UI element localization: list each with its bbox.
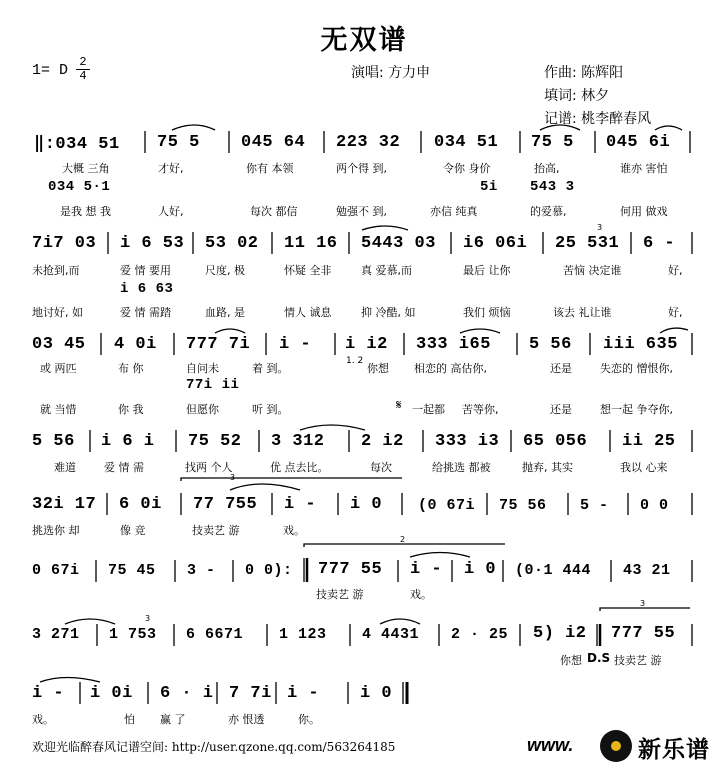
- volta-2-label: 2: [400, 535, 406, 544]
- notes: 045 6i: [606, 133, 671, 152]
- notes: 5) i2: [533, 624, 587, 643]
- notes: 65 056: [523, 432, 588, 451]
- lyrics-alt: 抑 冷酷, 如: [361, 306, 416, 319]
- notes: i i2: [345, 335, 388, 354]
- notes: 75 5: [531, 133, 574, 152]
- composer-credit: 作曲: 陈辉阳: [544, 65, 624, 81]
- lyrics: 你想: [560, 654, 582, 667]
- song-title: 无双谱: [320, 25, 408, 56]
- notes: i 6 53: [120, 234, 185, 253]
- notes: 045 64: [241, 133, 306, 152]
- notes: 223 32: [336, 133, 401, 152]
- lyrics: 你有 本领: [246, 162, 294, 175]
- notes: 3 312: [271, 432, 325, 451]
- lyrics: 两个得 到,: [336, 162, 387, 175]
- notes: 777 55: [318, 560, 383, 579]
- notes: i6 06i: [463, 234, 528, 253]
- triplet-label: 3: [230, 473, 236, 482]
- notes: 4 0i: [114, 335, 157, 354]
- lyrics-alt: 血路, 是: [205, 306, 245, 319]
- lyrics: 爱 情 需: [104, 461, 144, 474]
- notes: 5 56: [32, 432, 75, 451]
- notes: 0 0):: [245, 562, 293, 579]
- lyrics: 好,: [668, 264, 683, 277]
- lyrics-alt: 是我 想 我: [60, 205, 111, 218]
- lyrics: 我以 心来: [620, 461, 668, 474]
- lyrics: 爱 情 要用: [120, 264, 171, 277]
- lyrics: 尺度, 极: [205, 264, 245, 277]
- notes: 3 271: [32, 626, 80, 643]
- lyrics-alt: 勉强不 到,: [336, 205, 387, 218]
- notes: 32i 17: [32, 495, 97, 514]
- lyrics: 布 你: [118, 362, 144, 375]
- transcriber-credit: 记谱: 桃李醉春风: [544, 111, 652, 127]
- brand-name: 新乐谱: [638, 737, 710, 763]
- lyrics-alt: 每次 都信: [250, 205, 298, 218]
- lyrics: 亦 恨透: [228, 713, 265, 726]
- notes: 7 7i: [229, 684, 272, 703]
- brand-logo: [596, 726, 728, 766]
- notes: i -: [410, 560, 443, 579]
- notes: i -: [32, 684, 65, 703]
- dal-segno-mark: D.S: [587, 651, 611, 665]
- lyrics-alt: 我们 烦恼: [463, 306, 511, 319]
- lyrics: 真 爱慕,而: [361, 264, 412, 277]
- notes: 75 5: [157, 133, 200, 152]
- lyrics: 失恋的 憎恨你,: [600, 362, 673, 375]
- notes: 25 531: [555, 234, 620, 253]
- lyrics: 你想: [367, 362, 389, 375]
- notes: 6 6671: [186, 626, 244, 643]
- notes: 1 753: [109, 626, 157, 643]
- notes: 5443 03: [361, 234, 436, 253]
- notes: 333 i65: [416, 335, 491, 354]
- triplet-label: 3: [640, 599, 646, 608]
- notes: ‖:034 51: [34, 135, 120, 154]
- notes: iii 635: [603, 335, 678, 354]
- notes: 03 45: [32, 335, 86, 354]
- notes: i 0i: [90, 684, 133, 703]
- lyrics: 谁亦 害怕: [620, 162, 668, 175]
- notes: (0·1 444: [515, 562, 592, 579]
- lyrics-alt: 地讨好, 如: [32, 306, 83, 319]
- notes: 4 4431: [362, 626, 420, 643]
- notes: i 0: [360, 684, 393, 703]
- lyrics: 戏。: [410, 588, 432, 601]
- notes: 53 02: [205, 234, 259, 253]
- lyrics: 找两 个人: [185, 461, 233, 474]
- notes: (0 67i: [418, 497, 476, 514]
- notes: 77 755: [193, 495, 258, 514]
- lyrics: 像 竞: [120, 524, 146, 537]
- lyricist-credit: 填词: 林夕: [544, 88, 610, 104]
- notes: 75 52: [188, 432, 242, 451]
- watermark-url: www.: [527, 735, 574, 755]
- lyrics: 怕: [124, 713, 135, 726]
- triplet-label: 3: [597, 223, 603, 232]
- notes-alt: i 6 63: [120, 281, 174, 297]
- lyrics: 最后 让你: [463, 264, 511, 277]
- notes: 333 i3: [435, 432, 500, 451]
- lyrics-alt: 爱 情 需踏: [120, 306, 171, 319]
- lyrics: 挑选你 却: [32, 524, 80, 537]
- time-signature-top: 2: [79, 55, 87, 69]
- notes: i -: [279, 335, 312, 354]
- key-signature: 1= D: [32, 62, 69, 79]
- notes: 75 56: [499, 497, 547, 514]
- lyrics: 你。: [298, 713, 320, 726]
- lyrics-alt: 还是: [550, 403, 572, 416]
- notes: i 0: [464, 560, 497, 579]
- lyrics: 技卖艺 游: [614, 654, 662, 667]
- notes-alt: 5i: [480, 179, 498, 195]
- lyrics-alt: 何用 做戏: [620, 205, 668, 218]
- lyrics: 或 两匹: [40, 362, 77, 375]
- lyrics: 技卖艺 游: [316, 588, 364, 601]
- lyrics: 戏。: [32, 713, 54, 726]
- lyrics: 才好,: [158, 162, 184, 175]
- notes: 6 -: [643, 234, 676, 253]
- lyrics: 戏。: [283, 524, 305, 537]
- notes: 11 16: [284, 234, 338, 253]
- lyrics: 每次: [370, 461, 392, 474]
- notes-alt: 543 3: [530, 179, 575, 195]
- lyrics: 抛弃, 其实: [522, 461, 573, 474]
- footer-credit: 欢迎光临醉春风记谱空间: http://user.qzone.qq.com/563264185: [32, 740, 396, 754]
- notes: 0 67i: [32, 562, 80, 579]
- lyrics-alt: 就 当惜: [40, 403, 77, 416]
- notes: i 6 i: [101, 432, 155, 451]
- lyrics: 相恋的 高估你,: [414, 362, 487, 375]
- triplet-label: 3: [145, 614, 151, 623]
- lyrics: 难道: [54, 461, 76, 474]
- notes: 034 51: [434, 133, 499, 152]
- lyrics-alt: 的爱慕,: [530, 205, 567, 218]
- notes: 6 · i: [160, 684, 214, 703]
- notes: 0 0: [640, 497, 669, 514]
- notes: 43 21: [623, 562, 671, 579]
- lyrics: 未抢到,而: [32, 264, 80, 277]
- notes: i -: [287, 684, 320, 703]
- lyrics: 怀疑 全非: [284, 264, 332, 277]
- lyrics: 给挑选 都被: [432, 461, 491, 474]
- lyrics-alt: 好,: [668, 306, 683, 319]
- lyrics: 着 到。: [252, 362, 289, 375]
- segno-icon: 𝄋: [396, 398, 402, 413]
- notes-alt: 77i ii: [186, 377, 240, 393]
- notes-alt: 034 5·1: [48, 179, 111, 195]
- lyrics-alt: 听 到。: [252, 403, 289, 416]
- lyrics-alt: 想一起 争夺你,: [600, 403, 673, 416]
- lyrics: 优 点去比。: [270, 461, 329, 474]
- lyrics: 技卖艺 游: [192, 524, 240, 537]
- notes: ii 25: [622, 432, 676, 451]
- notes: 777 7i: [186, 335, 251, 354]
- lyrics: 赢 了: [160, 713, 186, 726]
- lyrics-alt: 你 我: [118, 403, 144, 416]
- notes: 7i7 03: [32, 234, 97, 253]
- lyrics: 大概 三角: [62, 162, 110, 175]
- notes: 777 55: [611, 624, 676, 643]
- notes: 5 -: [580, 497, 609, 514]
- record-icon: [600, 730, 632, 762]
- lyrics-alt: 苦等你,: [462, 403, 499, 416]
- singer-credit: 演唱: 方力申: [351, 65, 431, 81]
- lyrics: 还是: [550, 362, 572, 375]
- notes: 2 i2: [361, 432, 404, 451]
- notes: 1 123: [279, 626, 327, 643]
- lyrics: 苦恼 决定谁: [563, 264, 622, 277]
- notes: i -: [284, 495, 317, 514]
- lyrics-alt: 情人 诚息: [284, 306, 332, 319]
- notes: 2 · 25: [451, 626, 509, 643]
- lyrics-alt: 一起都: [412, 403, 445, 416]
- notes: 5 56: [529, 335, 572, 354]
- notes: 3 -: [187, 562, 216, 579]
- notes: i 0: [350, 495, 383, 514]
- volta-number: 1. 2: [346, 356, 364, 366]
- lyrics-alt: 人好,: [158, 205, 184, 218]
- time-signature-bottom: 4: [79, 69, 87, 83]
- lyrics-alt: 亦信 纯真: [430, 205, 478, 218]
- notes: 6 0i: [119, 495, 162, 514]
- lyrics: 抬高,: [534, 162, 560, 175]
- lyrics-alt: 但愿你: [186, 403, 219, 416]
- lyrics: 自问未: [186, 362, 219, 375]
- lyrics: 令你 身价: [443, 162, 491, 175]
- notes: 75 45: [108, 562, 156, 579]
- lyrics-alt: 该去 礼让谁: [553, 306, 612, 319]
